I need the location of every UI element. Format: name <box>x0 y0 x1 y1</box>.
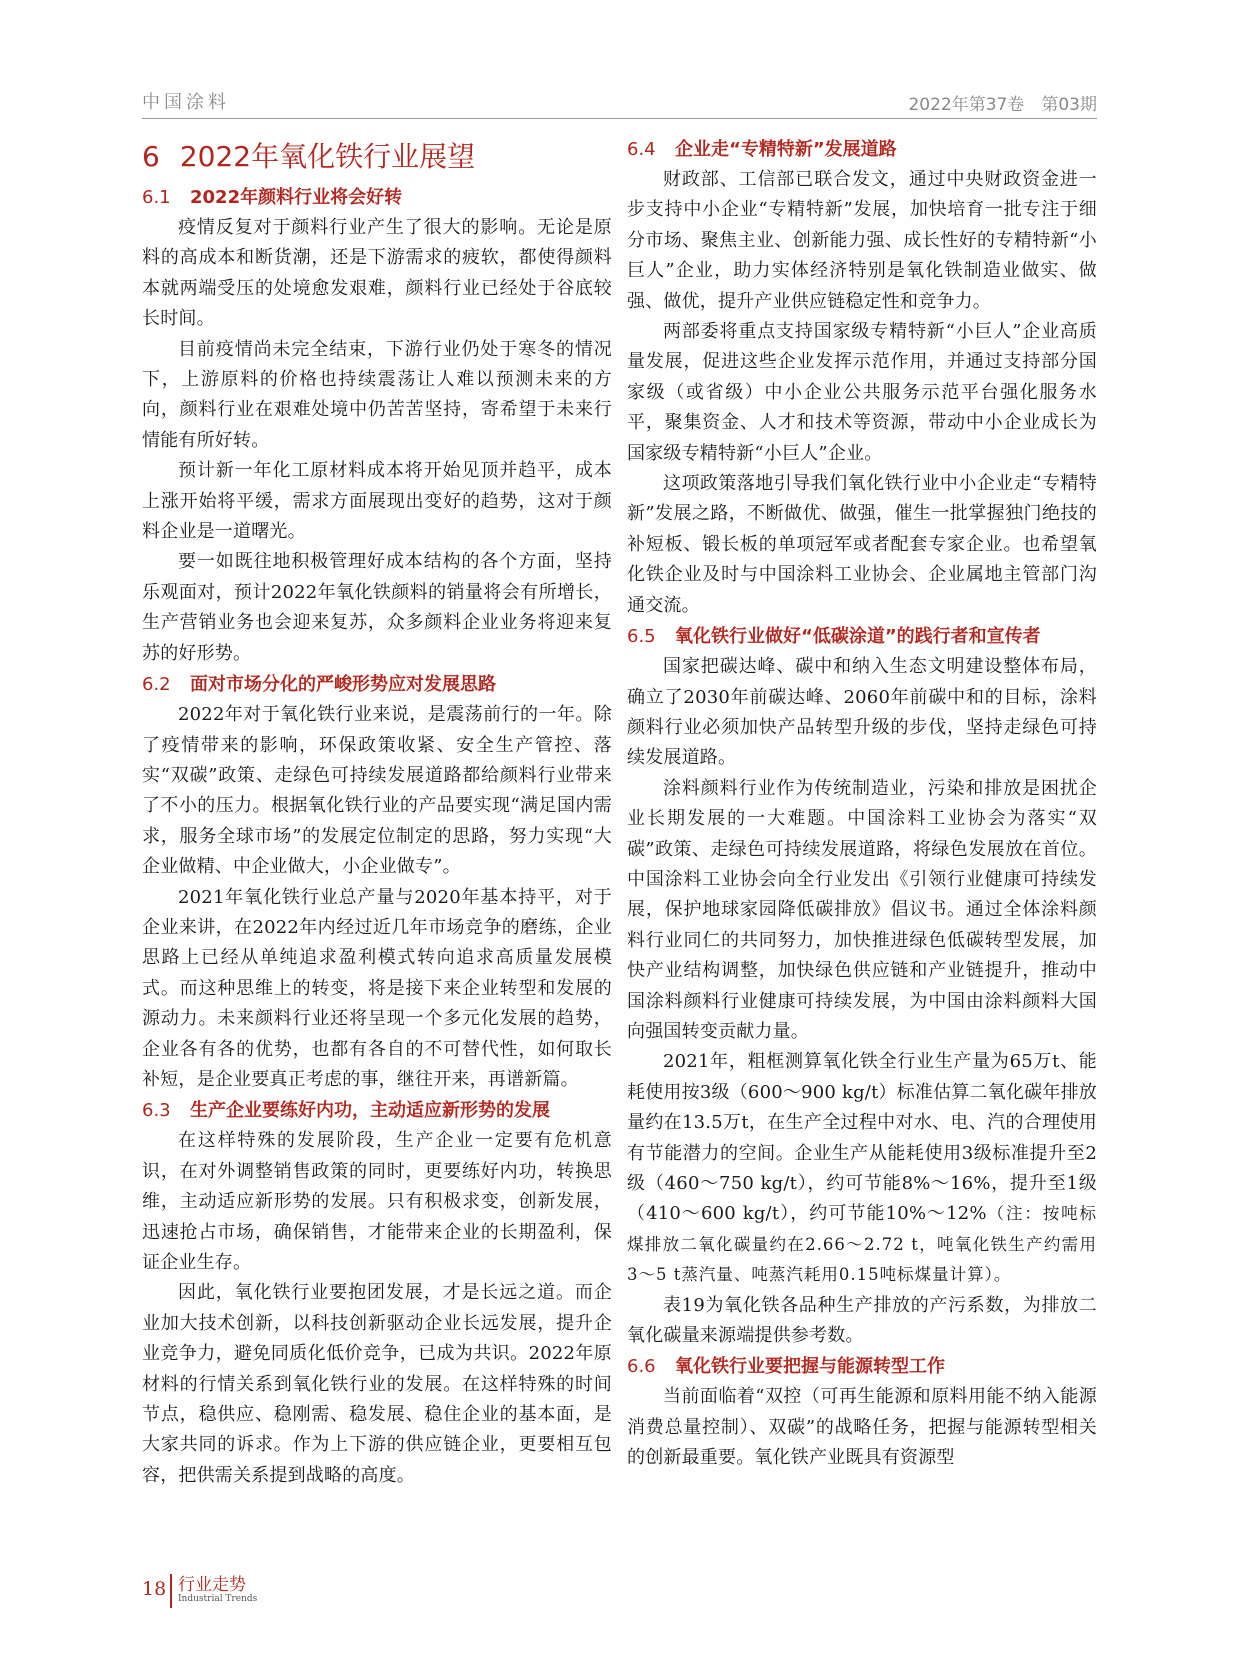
section-heading <box>142 136 612 178</box>
section-title: 2022年氧化铁行业展望 <box>179 140 476 173</box>
paragraph: 表19为氧化铁各品种生产排放的产污系数，为排放二氧化碳量来源端提供参考数。 <box>627 1294 1097 1347</box>
subsection-heading <box>142 1095 612 1126</box>
subsection-number: 6.1 <box>142 187 171 208</box>
subsection-number: 6.6 <box>627 1356 656 1378</box>
subsection-heading <box>627 134 1097 165</box>
subsection-title: 2022年颜料行业将会好转 <box>190 187 403 208</box>
subsection-title: 氧化铁行业做好“低碳涂道”的践行者和宣传者 <box>675 626 1041 648</box>
section-number: 6 <box>142 140 160 173</box>
page-number: 18 <box>142 1578 167 1600</box>
paragraph: 2021年氧化铁行业总产量与2020年基本持平，对于企业来讲，在2022年内经过近几年市场竞争的磨练，企业思路上已经从单纯追求盈利模式转向追求高质量发展模式。而这种思维上的转变，将是接下来企业转型和发展的源动力。未来颜料行业还将呈现一个多元化发展的趋势，企业各有各的优势，也都有各自的不可替代性，如何取长补短，是企业要真正考虑的事，继往开来，再谱新篇。 <box>142 886 612 1090</box>
right-column <box>627 128 1097 1474</box>
subsection-number: 6.5 <box>627 626 656 648</box>
paragraph: 这项政策落地引导我们氧化铁行业中小企业走“专精特新”发展之路，不断做优、做强，催生一批掌握独门绝技的补短板、锻长板的单项冠军或者配套专家企业。也希望氧化铁企业及时与中国涂料工业协会、企业属地主管部门沟通交流。 <box>627 473 1097 616</box>
paragraph: 当前面临着“双控（可再生能源和原料用能不纳入能源消费总量控制）、双碳”的战略任务，把握与能源转型相关的创新最重要。氧化铁产业既具有资源型 <box>627 1386 1097 1469</box>
page-footer <box>142 1570 342 1610</box>
paragraph-main-text: 2021年，粗框测算氧化铁全行业生产量为65万t、能耗使用按3级（600～900 kg/t）标准估算二氧化碳年排放量约在13.5万t，在生产全过程中对水、电、汽的合理使用有节能潜力的空间。企业生产从能耗使用3级标准提升至2级（460～750 kg/t），约可节能8%～16%，提升至1级（410～600 kg/t），约可节能10%～12% <box>627 1051 1097 1225</box>
paragraph: 国家把碳达峰、碳中和纳入生态文明建设整体布局，确立了2030年前碳达峰、2060年前碳中和的目标，涂料颜料行业必须加快产品转型升级的步伐，坚持走绿色可持续发展道路。 <box>627 656 1097 769</box>
paragraph: 要一如既往地积极管理好成本结构的各个方面，坚持乐观面对，预计2022年氧化铁颜料的销量将会有所增长，生产营销业务也会迎来复苏，众多颜料企业业务将迎来复苏的好形势。 <box>142 551 612 664</box>
paragraph: 目前疫情尚未完全结束，下游行业仍处于寒冬的情况下，上游原料的价格也持续震荡让人难以预测未来的方向，颜料行业在艰难处境中仍苦苦坚持，寄希望于未来行情能有所好转。 <box>142 338 612 451</box>
paragraph: 两部委将重点支持国家级专精特新“小巨人”企业高质量发展，促进这些企业发挥示范作用，并通过支持部分国家级（或省级）中小企业公共服务示范平台强化服务水平，聚集资金、人才和技术等资源，带动中小企业成长为国家级专精特新“小巨人”企业。 <box>627 321 1097 464</box>
issue-info: 2022年第37卷 第03期 <box>908 95 1097 115</box>
paragraph: 疫情反复对于颜料行业产生了很大的影响。无论是原料的高成本和断货潮，还是下游需求的疲软，都使得颜料本就两端受压的处境愈发艰难，颜料行业已经处于谷底较长时间。 <box>142 217 612 330</box>
subsection-number: 6.4 <box>627 139 656 160</box>
subsection-title: 企业走“专精特新”发展道路 <box>675 139 897 160</box>
journal-name: 中国涂料 <box>142 92 230 113</box>
paragraph: 涂料颜料行业作为传统制造业，污染和排放是困扰企业长期发展的一大难题。中国涂料工业协会为落实“双碳”政策、走绿色可持续发展道路，将绿色发展放在首位。中国涂料工业协会向全行业发出《引领行业健康可持续发展，保护地球家园降低碳排放》倡议书。通过全体涂料颜料行业同仁的共同努力，加快推进绿色低碳转型发展，加快产业结构调整，加快绿色供应链和产业链提升，推动中国涂料颜料行业健康可持续发展，为中国由涂料颜料大国向强国转变贡献力量。 <box>627 777 1097 1042</box>
subsection-heading <box>142 669 612 700</box>
paragraph: 2022年对于氧化铁行业来说，是震荡前行的一年。除了疫情带来的影响，环保政策收紧、安全生产管控、落实“双碳”政策、走绿色可持续发展道路都给颜料行业带来了不小的压力。根据氧化铁行业的产品要实现“满足国内需求，服务全球市场”的发展定位制定的思路，努力实现“大企业做精、中企业做大，小企业做专”。 <box>142 704 612 878</box>
subsection-heading <box>627 1351 1097 1382</box>
subsection-title: 面对市场分化的严峻形势应对发展思路 <box>190 674 496 696</box>
left-column <box>142 128 612 1491</box>
subsection-title: 生产企业要练好内功，主动适应新形势的发展 <box>190 1100 550 1122</box>
subsection-number: 6.3 <box>142 1100 171 1122</box>
header-divider <box>142 118 1097 119</box>
paragraph: 预计新一年化工原材料成本将开始见顶并趋平，成本上涨开始将平缓，需求方面展现出变好的趋势，这对于颜料企业是一道曙光。 <box>142 460 612 543</box>
subsection-title: 氧化铁行业要把握与能源转型工作 <box>675 1356 945 1378</box>
page-header <box>142 88 1097 118</box>
paragraph: 因此，氧化铁行业要抱团发展，才是长远之道。而企业加大技术创新，以科技创新驱动企业长远发展，提升企业竞争力，避免同质化低价竞争，已成为共识。2022年原材料的行情关系到氧化铁行业的发展。在这样特殊的时间节点，稳供应、稳刚需、稳发展、稳住企业的基本面，是大家共同的诉求。作为上下游的供应链企业，更要相互包容，把供需关系提到战略的高度。 <box>142 1282 612 1486</box>
paragraph: 财政部、工信部已联合发文，通过中央财政资金进一步支持中小企业“专精特新”发展，加快培育一批专注于细分市场、聚焦主业、创新能力强、成长性好的专精特新“小巨人”企业，助力实体经济特别是氧化铁制造业做实、做强、做优，提升产业供应链稳定性和竞争力。 <box>627 169 1097 312</box>
section-tag-english: Industrial Trends <box>178 1594 258 1604</box>
paragraph <box>627 1047 1097 1290</box>
paragraph: 在这样特殊的发展阶段，生产企业一定要有危机意识，在对外调整销售政策的同时，更要练好内功，转换思维，主动适应新形势的发展。只有积极求变，创新发展，迅速抢占市场，确保销售，才能带来企业的长期盈利，保证企业生存。 <box>142 1130 612 1273</box>
subsection-heading <box>627 621 1097 652</box>
footer-divider <box>170 1574 172 1608</box>
section-tag: 行业走势 <box>178 1575 246 1595</box>
paragraph-note: （注：按吨标煤排放二氧化碳量约在2.66～2.72 t，吨氧化铁生产约需用3～5 t蒸汽量、吨蒸汽耗用0.15吨标煤量计算）。 <box>627 1204 1097 1285</box>
subsection-heading <box>142 182 612 213</box>
subsection-number: 6.2 <box>142 674 171 696</box>
